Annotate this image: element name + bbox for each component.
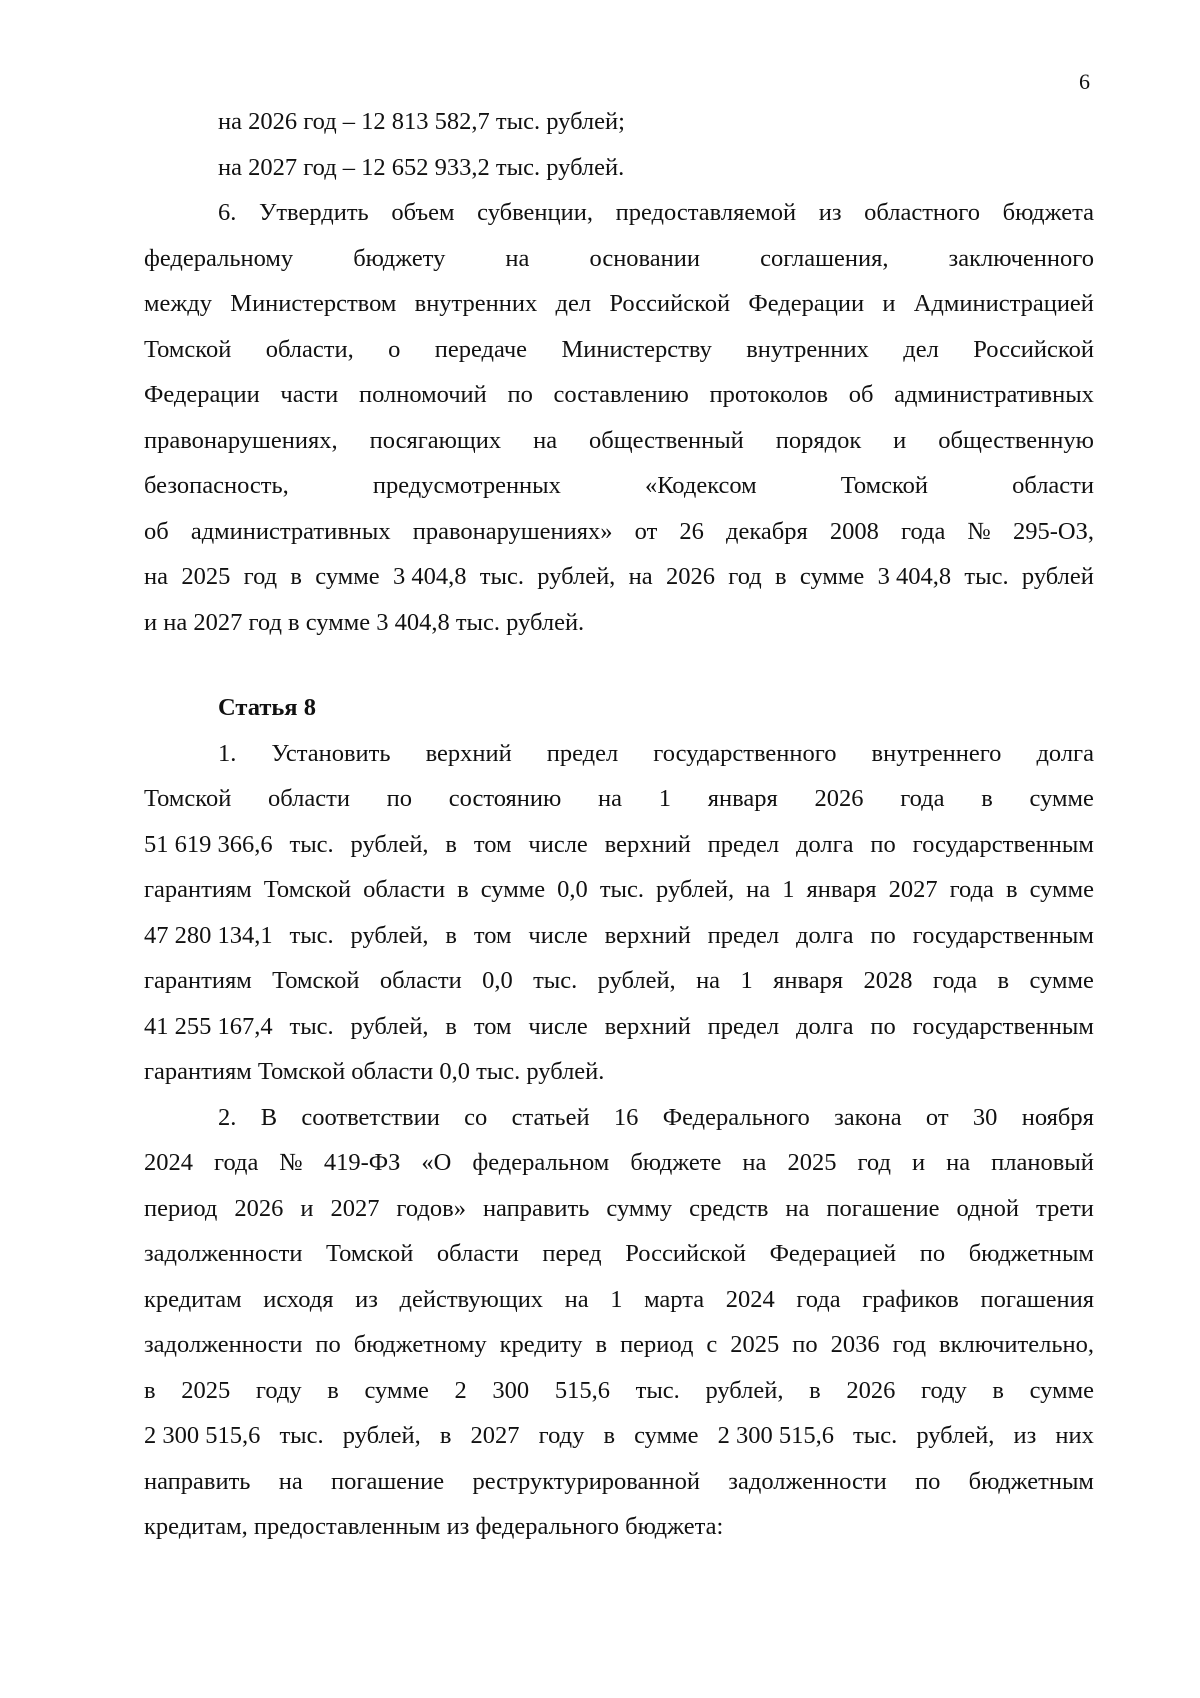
word: марта	[644, 1285, 705, 1313]
word: 2036	[830, 1331, 880, 1358]
word: бюджетному	[353, 1331, 487, 1358]
word: государственным	[912, 1012, 1094, 1040]
word: «О	[421, 1149, 452, 1176]
word: года	[932, 967, 978, 994]
word: тыс.	[289, 921, 334, 949]
word: 300	[492, 1376, 530, 1404]
word: Томской	[326, 1240, 414, 1267]
word: 2024	[144, 1149, 193, 1176]
word: 2028	[863, 967, 913, 994]
justified-line	[144, 1330, 1094, 1376]
paragraph-point-2	[144, 1103, 1094, 1558]
word: года	[214, 1149, 259, 1176]
word: года	[901, 517, 946, 545]
paragraph-point-6	[144, 198, 1094, 653]
word: Российской	[973, 335, 1094, 363]
word: безопасность,	[144, 472, 289, 499]
word: сумму	[606, 1194, 673, 1222]
justified-line	[144, 1285, 1094, 1331]
word: рублей,	[537, 563, 616, 590]
justified-line	[144, 1239, 1094, 1285]
word: предел	[707, 1012, 780, 1040]
word: на	[533, 426, 558, 454]
word: января	[806, 876, 877, 903]
word: протоколов	[709, 381, 829, 408]
word: правонарушениях,	[144, 426, 338, 454]
justified-line	[144, 1012, 1094, 1058]
word: в	[809, 1376, 821, 1404]
word: направить	[144, 1467, 251, 1495]
word: по	[792, 1331, 818, 1358]
word: на	[564, 1285, 589, 1313]
word: Федерацией	[769, 1240, 897, 1267]
word: предел	[707, 921, 780, 949]
word: в	[144, 1376, 156, 1404]
word: 2027	[470, 1422, 520, 1449]
word: посягающих	[369, 426, 502, 454]
word: 3 404,8	[392, 563, 467, 590]
word: 2 300 515,6	[144, 1422, 261, 1449]
word: Томской	[144, 785, 232, 812]
word: исходя	[263, 1285, 334, 1313]
word: 295-ОЗ,	[1012, 517, 1094, 545]
word: в	[445, 1012, 457, 1040]
word: рублей,	[705, 1376, 784, 1404]
word: предусмотренных	[372, 472, 561, 499]
word: 6.	[218, 199, 237, 226]
word: тыс.	[964, 563, 1009, 590]
justified-line	[144, 921, 1094, 967]
word: 2	[454, 1376, 467, 1404]
word: гарантиям	[144, 876, 252, 903]
word: области	[1012, 472, 1094, 499]
word: Российской	[609, 290, 731, 317]
justified-line	[144, 739, 1094, 785]
word: административных	[894, 381, 1094, 408]
word: на	[505, 244, 530, 272]
word: из	[355, 1285, 378, 1313]
word: реструктурированной	[472, 1467, 701, 1495]
word: на	[946, 1149, 971, 1176]
paragraph-line: гарантиям Томской области 0,0 тыс. рублей.	[144, 1058, 605, 1085]
word: по	[870, 1012, 896, 1040]
word: 2025	[787, 1149, 837, 1176]
word: с	[706, 1331, 718, 1358]
paragraph-line: и на 2027 год в сумме 3 404,8 тыс. рублей.	[144, 608, 585, 636]
justified-line	[144, 198, 1094, 244]
word: федеральном	[472, 1149, 610, 1176]
word: сумме	[480, 876, 546, 903]
word: включительно,	[939, 1331, 1094, 1358]
word: сумме	[1029, 876, 1094, 903]
word: сумме	[1029, 967, 1094, 994]
word: числе	[528, 1012, 588, 1040]
word: соответствии	[301, 1103, 440, 1131]
word: и	[300, 1194, 314, 1222]
word: в	[445, 830, 457, 858]
word: заключенного	[948, 244, 1094, 272]
word: 1	[740, 967, 753, 994]
justified-line	[144, 562, 1094, 608]
justified-line	[144, 784, 1094, 830]
word: 47 280 134,1	[144, 921, 273, 949]
word: на	[628, 563, 653, 590]
word: верхний	[604, 921, 691, 949]
word: году	[921, 1376, 967, 1404]
word: на	[278, 1467, 303, 1495]
word: бюджете	[630, 1149, 722, 1176]
word: долга	[796, 921, 854, 949]
word: внутреннего	[871, 739, 1002, 767]
word: рублей	[1021, 563, 1094, 590]
word: период	[144, 1194, 218, 1222]
word: Министерством	[230, 290, 397, 317]
word: 0,0	[482, 967, 513, 994]
word: со	[464, 1103, 488, 1131]
justified-line	[144, 471, 1094, 517]
justified-line	[144, 1148, 1094, 1194]
word: 1.	[218, 739, 237, 767]
word: трети	[1035, 1194, 1094, 1222]
justified-line	[144, 426, 1094, 472]
word: Установить	[271, 739, 391, 767]
word: числе	[528, 921, 588, 949]
word: состоянию	[448, 785, 562, 812]
word: рублей,	[916, 1422, 995, 1449]
word: по	[915, 1467, 941, 1495]
word: области	[379, 967, 462, 994]
word: В	[260, 1103, 278, 1131]
word: задолженности	[728, 1467, 887, 1495]
word: части	[280, 381, 339, 408]
word: января	[773, 967, 844, 994]
word: объем	[391, 199, 455, 226]
word: бюджету	[353, 244, 446, 272]
word: 2026	[665, 563, 715, 590]
word: 2027	[330, 1194, 380, 1222]
word: сумме	[634, 1422, 699, 1449]
word: 30	[972, 1103, 998, 1131]
word: области	[436, 1240, 519, 1267]
justified-line	[144, 517, 1094, 563]
word: погашение	[331, 1467, 445, 1495]
word: 26	[679, 517, 704, 545]
word: рублей,	[350, 921, 429, 949]
word: 16	[613, 1103, 639, 1131]
word: Утвердить	[259, 199, 369, 226]
word: в	[595, 1331, 608, 1358]
word: 0,0	[557, 876, 588, 903]
word: общественный	[589, 426, 744, 454]
word: декабря	[726, 517, 808, 545]
word: и	[882, 290, 896, 317]
word: том	[473, 830, 512, 858]
word: верхний	[604, 830, 691, 858]
justified-line	[144, 1194, 1094, 1240]
paragraph-line: на 2027 год – 12 652 933,2 тыс. рублей.	[218, 153, 625, 181]
word: предел	[707, 830, 780, 858]
word: о	[388, 335, 401, 363]
word: долга	[796, 1012, 854, 1040]
word: в	[290, 563, 302, 590]
word: год	[243, 563, 278, 590]
word: рублей,	[350, 830, 429, 858]
word: сумме	[799, 563, 865, 590]
word: закона	[834, 1103, 902, 1131]
word: №	[967, 517, 991, 545]
word: областного	[864, 199, 980, 226]
justified-line	[144, 1103, 1094, 1149]
word: тыс.	[635, 1376, 680, 1404]
word: по	[870, 921, 896, 949]
paragraph-point-1	[144, 739, 1094, 1103]
word: государственным	[912, 830, 1094, 858]
word: бюджетным	[968, 1467, 1094, 1495]
word: Министерству	[561, 335, 712, 363]
word: государственного	[653, 739, 837, 767]
paragraph-line: на 2026 год – 12 813 582,7 тыс. рублей;	[218, 108, 625, 135]
word: действующих	[399, 1285, 544, 1313]
word: рублей,	[350, 1012, 429, 1040]
word: Федерального	[662, 1103, 810, 1131]
word: период	[620, 1331, 694, 1358]
word: Администрацией	[913, 290, 1094, 317]
article-heading: Статья 8	[218, 694, 316, 721]
word: тыс.	[279, 1422, 324, 1449]
word: предоставляемой	[615, 199, 797, 226]
word: рублей,	[342, 1422, 421, 1449]
word: на	[696, 967, 721, 994]
word: внутренних	[414, 290, 538, 317]
word: 41 255 167,4	[144, 1012, 273, 1040]
word: тыс.	[599, 876, 644, 903]
word: 1	[610, 1285, 623, 1313]
word: по	[507, 381, 533, 408]
word: сумме	[315, 563, 380, 590]
word: одной	[956, 1194, 1019, 1222]
word: и	[911, 1149, 926, 1176]
word: области	[268, 785, 350, 812]
word: году	[538, 1422, 585, 1449]
word: в	[439, 1422, 452, 1449]
word: в	[457, 876, 469, 903]
word: предел	[546, 739, 619, 767]
word: в	[981, 785, 993, 812]
word: 515,6	[554, 1376, 610, 1404]
word: 2026	[234, 1194, 284, 1222]
word: год	[892, 1331, 927, 1358]
word: и	[893, 426, 907, 454]
paragraph-line: кредитам, предоставленным из федерального бюджета:	[144, 1513, 724, 1540]
word: об	[144, 517, 169, 545]
word: бюджетным	[968, 1240, 1094, 1267]
word: кредиту	[499, 1331, 583, 1358]
word: погашение	[826, 1194, 940, 1222]
word: том	[473, 1012, 512, 1040]
word: них	[1055, 1422, 1094, 1449]
justified-line	[144, 830, 1094, 876]
document-body	[144, 107, 1094, 1558]
word: 2008	[829, 517, 879, 545]
word: 419-ФЗ	[323, 1149, 401, 1176]
word: год	[728, 563, 762, 590]
word: 2025	[181, 1376, 231, 1404]
word: области,	[265, 335, 354, 363]
word: составлению	[553, 381, 689, 408]
word: ноября	[1021, 1103, 1094, 1131]
word: тыс.	[853, 1422, 898, 1449]
justified-line	[144, 335, 1094, 381]
word: федеральному	[144, 244, 294, 272]
word: из	[818, 199, 842, 226]
word: задолженности	[144, 1240, 303, 1267]
word: 2 300 515,6	[717, 1422, 834, 1449]
word: на	[598, 785, 623, 812]
word: сумме	[364, 1376, 429, 1404]
word: тыс.	[289, 1012, 334, 1040]
word: 2026	[814, 785, 864, 812]
word: об	[848, 381, 874, 408]
word: тыс.	[289, 830, 334, 858]
word: года	[796, 1285, 841, 1313]
word: Томской	[840, 472, 929, 499]
word: перед	[542, 1240, 602, 1267]
word: 51 619 366,6	[144, 830, 273, 858]
word: в	[603, 1422, 616, 1449]
word: субвенции,	[477, 199, 593, 226]
word: года	[900, 785, 945, 812]
word: на	[785, 1194, 810, 1222]
justified-line	[144, 966, 1094, 1012]
word: числе	[528, 830, 588, 858]
word: из	[1013, 1422, 1037, 1449]
word: статьей	[511, 1103, 590, 1131]
justified-line	[144, 1376, 1094, 1422]
word: 3 404,8	[877, 563, 952, 590]
justified-line	[144, 244, 1094, 290]
word: 2025	[181, 563, 231, 590]
word: в	[997, 967, 1010, 994]
word: долга	[1036, 739, 1094, 767]
word: 2024	[725, 1285, 775, 1313]
word: долга	[796, 830, 854, 858]
word: сумме	[1029, 1376, 1094, 1404]
word: порядок	[775, 426, 862, 454]
word: погашения	[980, 1285, 1094, 1313]
word: рублей,	[656, 876, 735, 903]
word: в	[775, 563, 787, 590]
word: бюджета	[1002, 199, 1094, 226]
word: на	[746, 876, 771, 903]
word: том	[473, 921, 512, 949]
word: Российской	[625, 1240, 746, 1267]
word: Федерации	[748, 290, 865, 317]
word: основании	[589, 244, 701, 272]
word: графиков	[862, 1285, 959, 1313]
word: верхний	[604, 1012, 691, 1040]
word: области	[363, 876, 446, 903]
word: средств	[689, 1194, 769, 1222]
word: по	[315, 1331, 341, 1358]
word: «Кодексом	[644, 472, 757, 499]
word: №	[279, 1149, 303, 1176]
word: Федерации	[144, 381, 260, 408]
word: 2026	[846, 1376, 896, 1404]
word: соглашения,	[760, 244, 889, 272]
word: в	[327, 1376, 339, 1404]
word: год	[857, 1149, 891, 1176]
word: рублей,	[597, 967, 676, 994]
word: направить	[482, 1194, 590, 1222]
word: году	[255, 1376, 302, 1404]
word: тыс.	[479, 563, 524, 590]
word: передаче	[434, 335, 528, 363]
justified-line	[144, 875, 1094, 921]
word: по	[386, 785, 413, 812]
word: кредитам	[144, 1285, 242, 1313]
word: в	[992, 1376, 1004, 1404]
word: Томской	[272, 967, 360, 994]
word: Томской	[263, 876, 352, 903]
word: годов»	[396, 1194, 466, 1222]
word: внутренних	[746, 335, 869, 363]
justified-line	[144, 1421, 1094, 1467]
word: по	[870, 830, 896, 858]
word: плановый	[991, 1149, 1094, 1176]
word: Томской	[144, 335, 232, 363]
word: на	[742, 1149, 767, 1176]
word: дел	[903, 335, 939, 363]
word: верхний	[425, 739, 512, 767]
word: по	[919, 1240, 946, 1267]
word: тыс.	[533, 967, 578, 994]
word: административных	[190, 517, 391, 545]
word: в	[1005, 876, 1018, 903]
word: между	[144, 290, 213, 317]
justified-line	[144, 1467, 1094, 1513]
word: от	[925, 1103, 949, 1131]
word: на	[144, 563, 168, 590]
page-number: 6	[1079, 69, 1090, 94]
word: января	[707, 785, 778, 812]
word: сумме	[1029, 785, 1094, 812]
word: полномочий	[358, 381, 487, 408]
word: года	[949, 876, 994, 903]
word: в	[445, 921, 457, 949]
word: правонарушениях»	[412, 517, 613, 545]
word: 1	[782, 876, 795, 903]
word: задолженности	[144, 1331, 303, 1358]
word: 2.	[218, 1103, 237, 1131]
word: общественную	[938, 426, 1094, 454]
word: 2027	[888, 876, 938, 903]
word: от	[634, 517, 658, 545]
word: государственным	[912, 921, 1094, 949]
justified-line	[144, 380, 1094, 426]
word: 1	[658, 785, 672, 812]
word: гарантиям	[144, 967, 252, 994]
word: дел	[555, 290, 592, 317]
justified-line	[144, 289, 1094, 335]
word: 2025	[730, 1331, 780, 1358]
